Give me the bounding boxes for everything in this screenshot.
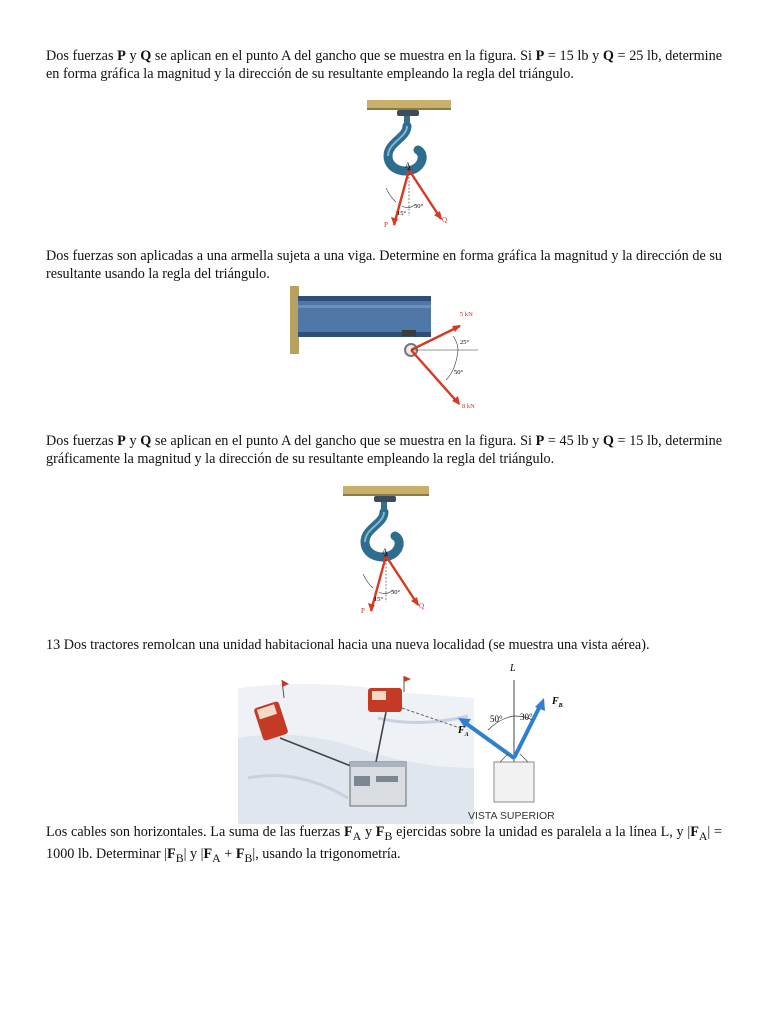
problem-4-followup-text: Los cables son horizontales. La suma de las fuerzas $F_A$ y $F_B$ ejercidas sobre la unidad es paralela a la línea L, y $|F_A| = 1000$ lb. Determinar $|F_B|$ y $|F_A + F_B|$, usando la trigonometría. — [46, 824, 723, 865]
angle-50-label: 50° — [490, 714, 503, 724]
angle-25-label: 25° — [460, 339, 470, 346]
force-q-arrow — [409, 170, 441, 219]
force-8kn-arrow — [411, 350, 459, 404]
force-5kn-label: 5 kN — [460, 311, 473, 318]
force-q-arrow — [386, 556, 418, 605]
angle-15-label: 15° — [374, 596, 384, 603]
angle-30-label: 30° — [391, 589, 401, 596]
line-l-label: L — [510, 663, 516, 674]
force-fa-label: $F_A$ — [458, 725, 469, 738]
angle-30-label: 30° — [414, 203, 424, 210]
force-q-label: Q — [442, 216, 448, 224]
point-a-label: A — [405, 161, 411, 170]
problem-1-text: Dos fuerzas P y Q se aplican en el punto A del gancho que se muestra en la figura. Si P = 15 lb y Q = 25 lb, determine en forma gráfica la magnitud y la dirección de su resultante empleando la regla del triángulo. — [46, 48, 723, 82]
problem-4-text: 13 Dos tractores remolcan una unidad habitacional hacia una nueva localidad (se muestra una vista aérea). — [46, 637, 650, 653]
beam-figure — [288, 286, 488, 412]
problem-2-text: Dos fuerzas son aplicadas a una armella sujeta a una viga. Determine en forma gráfica la magnitud y la dirección de su resultante usando la regla del triángulo. — [46, 248, 722, 282]
point-a-label: A — [382, 547, 388, 556]
force-p-label: P — [361, 607, 365, 615]
problem-3-text: Dos fuerzas P y Q se aplican en el punto A del gancho que se muestra en la figura. Si P = 45 lb y Q = 15 lb, determine gráficamente la magnitud y la dirección de su resultante empleando la regla del triángulo. — [46, 433, 723, 467]
force-p-label: P — [384, 221, 388, 229]
tractors-figure — [238, 658, 574, 824]
force-fb-label: $F_B$ — [552, 696, 563, 709]
view-caption: VISTA SUPERIOR — [468, 810, 555, 822]
unit-top-view — [494, 762, 534, 802]
angle-30-label: 30° — [520, 712, 533, 722]
hook-figure-2 — [340, 484, 432, 618]
angle-15-label: 15° — [397, 210, 407, 217]
force-8kn-label: 8 kN — [462, 403, 475, 410]
hook-figure-1 — [364, 98, 454, 232]
force-q-label: Q — [419, 602, 425, 610]
housing-unit — [350, 762, 406, 806]
angle-50-label: 50° — [454, 369, 464, 376]
